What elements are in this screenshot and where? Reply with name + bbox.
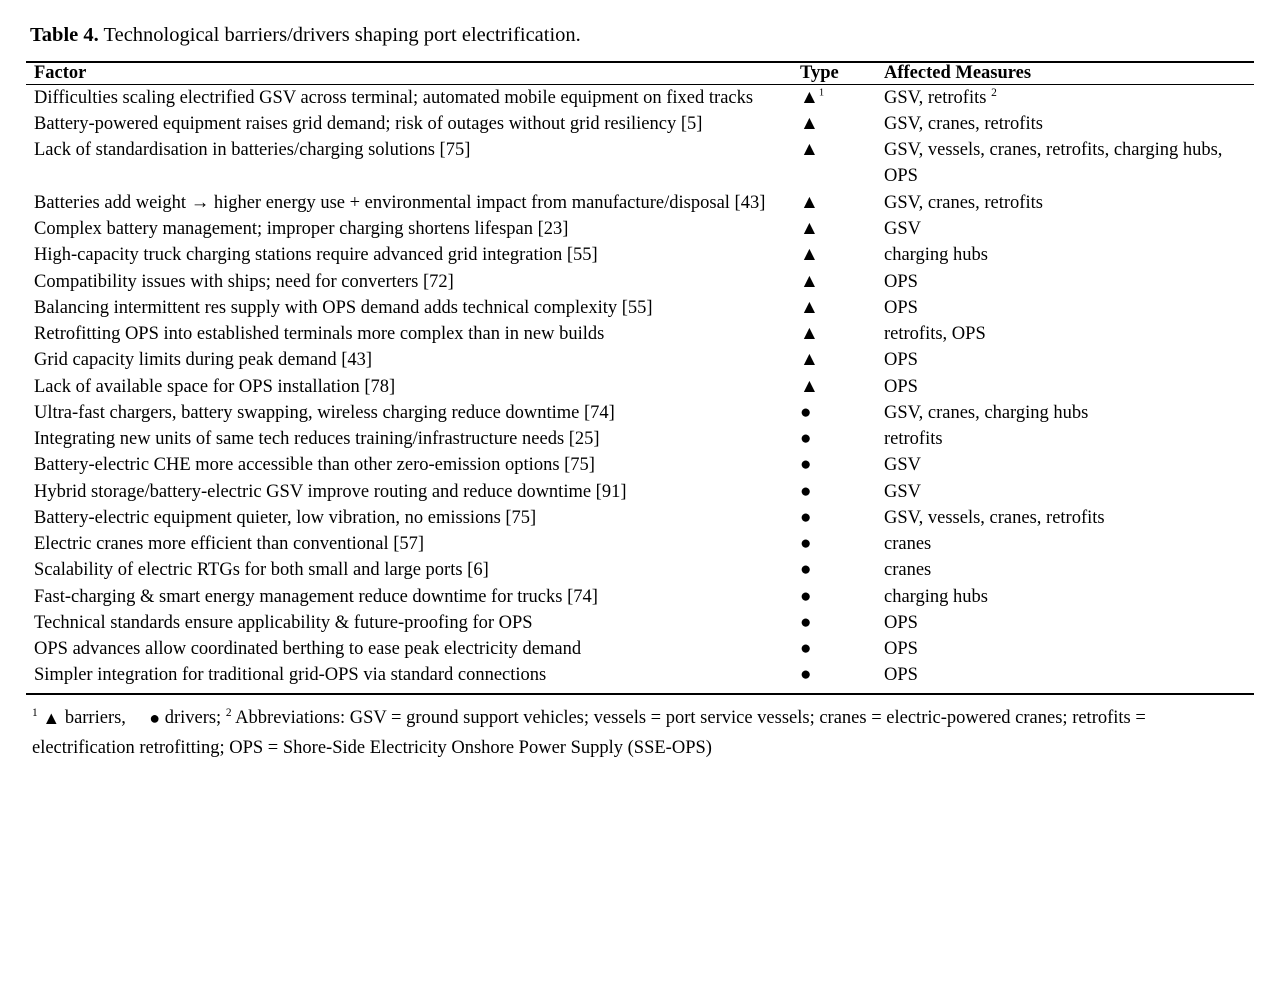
- cell-type-driver: [798, 662, 878, 693]
- cell-factor: Battery-electric CHE more accessible than other zero-emission options [75]: [34, 455, 595, 476]
- cell-type-barrier: [798, 137, 878, 190]
- cell-affected-measures: [878, 610, 1254, 636]
- footnote-driver-label: drivers;: [164, 707, 222, 728]
- cell-type-driver: [798, 557, 878, 583]
- cell-affected-measures: [878, 505, 1254, 531]
- cell-type-barrier: [798, 190, 878, 216]
- cell-factor: High-capacity truck charging stations require advanced grid integration [55]: [34, 245, 598, 266]
- cell-affected-measures: [878, 242, 1254, 268]
- barrier-triangle-icon: ▲: [800, 296, 819, 318]
- cell-factor: Batteries add weight → higher energy use + environmental impact from manufacture/disposal [43]: [34, 192, 766, 213]
- table-row: [26, 84, 1254, 111]
- driver-circle-icon: ●: [800, 585, 812, 607]
- driver-circle-icon: ●: [800, 506, 812, 528]
- table-row: [26, 295, 1254, 321]
- cell-affected-measures: [878, 111, 1254, 137]
- table-footnote: [26, 695, 1254, 764]
- barriers-drivers-table: [26, 61, 1254, 695]
- cell-factor: Lack of standardisation in batteries/charging solutions [75]: [34, 140, 471, 161]
- cell-factor: Battery-electric equipment quieter, low vibration, no emissions [75]: [34, 507, 537, 528]
- cell-factor: Lack of available space for OPS installation [78]: [34, 376, 396, 397]
- measures-text: OPS: [884, 639, 918, 660]
- measures-text: GSV, cranes, charging hubs: [884, 402, 1089, 423]
- measures-text: GSV: [884, 481, 922, 502]
- measures-text: GSV, retrofits: [884, 87, 987, 108]
- cell-factor: Fast-charging & smart energy management reduce downtime for trucks [74]: [34, 586, 598, 607]
- measures-text: retrofits: [884, 429, 943, 450]
- measures-text: charging hubs: [884, 586, 988, 607]
- cell-type-barrier: [798, 111, 878, 137]
- cell-affected-measures: [878, 347, 1254, 373]
- cell-factor: Difficulties scaling electrified GSV across terminal; automated mobile equipment on fixed tracks: [34, 87, 754, 108]
- barrier-triangle-icon: ▲: [800, 349, 819, 371]
- barrier-triangle-icon: ▲: [800, 375, 819, 397]
- barrier-triangle-icon: ▲: [800, 112, 819, 134]
- cell-type-barrier: [798, 321, 878, 347]
- cell-affected-measures: [878, 190, 1254, 216]
- cell-factor: Ultra-fast chargers, battery swapping, wireless charging reduce downtime [74]: [34, 402, 615, 423]
- cell-type-barrier: [798, 216, 878, 242]
- cell-affected-measures: [878, 84, 1254, 111]
- driver-circle-icon: ●: [800, 611, 812, 633]
- table-caption: [26, 22, 1254, 49]
- measures-text: charging hubs: [884, 245, 988, 266]
- footnote-text: Abbreviations: GSV = ground support vehicles; vessels = port service vessels; cranes = electric-powered cranes; retrofits = electrification retrofitting; OPS = Shore-Side Electricity Onshore Power Supply (SSE-OPS): [32, 707, 1146, 758]
- cell-factor: Grid capacity limits during peak demand [43]: [34, 350, 373, 371]
- measures-text: OPS: [884, 350, 918, 371]
- cell-affected-measures: [878, 426, 1254, 452]
- measures-text: cranes: [884, 560, 932, 581]
- cell-affected-measures: [878, 452, 1254, 478]
- measures-text: OPS: [884, 297, 918, 318]
- table-row: [26, 347, 1254, 373]
- cell-factor: Technical standards ensure applicability & future-proofing for OPS: [34, 612, 533, 633]
- cell-affected-measures: [878, 662, 1254, 693]
- table-row: [26, 190, 1254, 216]
- caption-text: Technological barriers/drivers shaping port electrification.: [103, 24, 581, 46]
- cell-affected-measures: [878, 137, 1254, 190]
- cell-factor: Compatibility issues with ships; need for converters [72]: [34, 271, 454, 292]
- column-header-affected-measures: Affected Measures: [878, 62, 1254, 85]
- cell-affected-measures: [878, 479, 1254, 505]
- cell-affected-measures: [878, 531, 1254, 557]
- cell-factor: Balancing intermittent res supply with OPS demand adds technical complexity [55]: [34, 297, 653, 318]
- driver-circle-icon: ●: [800, 454, 812, 476]
- table-row: [26, 137, 1254, 190]
- cell-affected-measures: [878, 557, 1254, 583]
- table-row: [26, 269, 1254, 295]
- measures-text: GSV, vessels, cranes, retrofits: [884, 507, 1105, 528]
- cell-type-driver: [798, 426, 878, 452]
- driver-circle-icon: ●: [800, 533, 812, 555]
- measures-text: GSV: [884, 218, 922, 239]
- measures-text: GSV: [884, 455, 922, 476]
- table-row: [26, 584, 1254, 610]
- cell-affected-measures: [878, 216, 1254, 242]
- cell-affected-measures: [878, 295, 1254, 321]
- caption-label: Table 4.: [30, 24, 99, 46]
- measures-text: GSV, vessels, cranes, retrofits, charging hubs, OPS: [884, 140, 1223, 187]
- cell-factor: Battery-powered equipment raises grid demand; risk of outages without grid resiliency [5]: [34, 113, 703, 134]
- measures-text: OPS: [884, 665, 918, 686]
- table-row: [26, 426, 1254, 452]
- footnote-barrier-label: barriers,: [64, 707, 126, 728]
- cell-affected-measures: [878, 400, 1254, 426]
- table-header: [26, 62, 1254, 85]
- cell-type-barrier: [798, 374, 878, 400]
- measures-text: GSV, cranes, retrofits: [884, 192, 1043, 213]
- table-row: [26, 531, 1254, 557]
- table-row: [26, 374, 1254, 400]
- table-row: [26, 636, 1254, 662]
- cell-type-driver: [798, 636, 878, 662]
- measures-text: retrofits, OPS: [884, 324, 986, 345]
- barrier-triangle-icon: ▲: [800, 191, 819, 213]
- table-row: [26, 452, 1254, 478]
- driver-circle-icon: ●: [800, 664, 812, 686]
- cell-type-barrier: [798, 84, 878, 111]
- cell-factor: Electric cranes more efficient than conventional [57]: [34, 534, 425, 555]
- cell-affected-measures: [878, 636, 1254, 662]
- cell-factor: Complex battery management; improper charging shortens lifespan [23]: [34, 218, 569, 239]
- footnote-marker-1: 1: [32, 706, 38, 719]
- table-row: [26, 505, 1254, 531]
- driver-circle-icon: ●: [149, 707, 161, 728]
- measures-text: GSV, cranes, retrofits: [884, 113, 1043, 134]
- cell-factor: Retrofitting OPS into established terminals more complex than in new builds: [34, 324, 605, 345]
- measures-text: OPS: [884, 376, 918, 397]
- cell-type-barrier: [798, 295, 878, 321]
- cell-factor: Scalability of electric RTGs for both small and large ports [6]: [34, 560, 489, 581]
- barrier-triangle-icon: ▲: [800, 244, 819, 266]
- table-row: [26, 242, 1254, 268]
- measures-footnote-marker: 2: [991, 86, 997, 99]
- measures-text: OPS: [884, 271, 918, 292]
- barrier-triangle-icon: ▲: [800, 86, 819, 108]
- barrier-triangle-icon: ▲: [800, 270, 819, 292]
- table-row: [26, 111, 1254, 137]
- table-row: [26, 216, 1254, 242]
- column-header-type: Type: [798, 62, 878, 85]
- cell-factor: Hybrid storage/battery-electric GSV improve routing and reduce downtime [91]: [34, 481, 627, 502]
- table-row: [26, 662, 1254, 693]
- cell-type-driver: [798, 584, 878, 610]
- cell-type-barrier: [798, 242, 878, 268]
- cell-type-barrier: [798, 347, 878, 373]
- cell-type-driver: [798, 610, 878, 636]
- cell-affected-measures: [878, 374, 1254, 400]
- type-footnote-marker: 1: [818, 86, 825, 98]
- driver-circle-icon: ●: [800, 480, 812, 502]
- driver-circle-icon: ●: [800, 401, 812, 423]
- cell-affected-measures: [878, 584, 1254, 610]
- driver-circle-icon: ●: [800, 638, 812, 660]
- table-body: [26, 84, 1254, 694]
- cell-factor: Integrating new units of same tech reduces training/infrastructure needs [25]: [34, 429, 600, 450]
- cell-type-driver: [798, 479, 878, 505]
- table-row: [26, 557, 1254, 583]
- barrier-triangle-icon: ▲: [42, 707, 61, 728]
- cell-type-barrier: [798, 269, 878, 295]
- measures-text: OPS: [884, 612, 918, 633]
- table-header-row: [26, 62, 1254, 85]
- cell-type-driver: [798, 505, 878, 531]
- barrier-triangle-icon: ▲: [800, 139, 819, 161]
- cell-type-driver: [798, 531, 878, 557]
- cell-type-driver: [798, 400, 878, 426]
- cell-affected-measures: [878, 321, 1254, 347]
- footnote-marker-2: 2: [225, 706, 232, 719]
- table-row: [26, 400, 1254, 426]
- cell-type-driver: [798, 452, 878, 478]
- measures-text: cranes: [884, 534, 932, 555]
- column-header-factor: Factor: [26, 62, 798, 85]
- table-row: [26, 321, 1254, 347]
- table-row: [26, 610, 1254, 636]
- driver-circle-icon: ●: [800, 428, 812, 450]
- cell-factor: OPS advances allow coordinated berthing to ease peak electricity demand: [34, 639, 582, 660]
- driver-circle-icon: ●: [800, 559, 812, 581]
- cell-affected-measures: [878, 269, 1254, 295]
- barrier-triangle-icon: ▲: [800, 217, 819, 239]
- cell-factor: Simpler integration for traditional grid-OPS via standard connections: [26, 662, 798, 693]
- barrier-triangle-icon: ▲: [800, 323, 819, 345]
- table-row: [26, 479, 1254, 505]
